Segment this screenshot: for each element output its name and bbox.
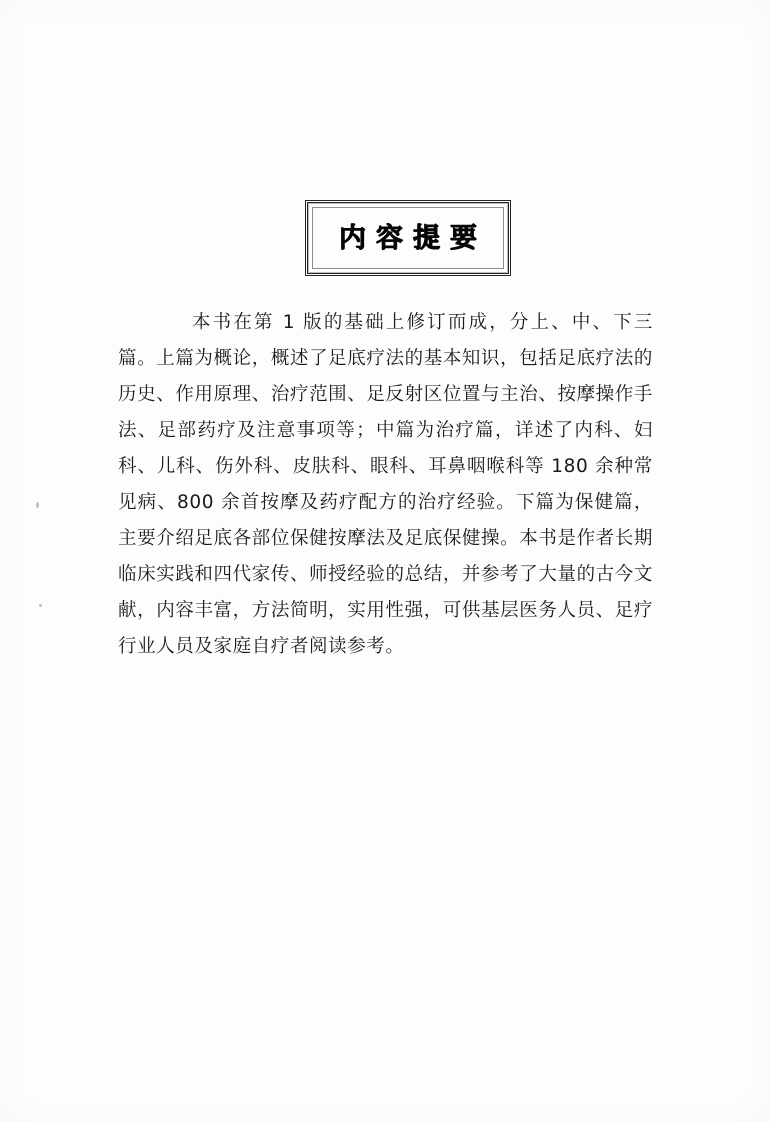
page-title: 内容提要 [339, 222, 487, 254]
abstract-paragraph: 本书在第 1 版的基础上修订而成，分上、中、下三篇。上篇为概论，概述了足底疗法的基本知识，包括足底疗法的历史、作用原理、治疗范围、足反射区位置与主治、按摩操作手法、足部药疗及注意事项等；中篇为治疗篇，详述了内科、妇科、儿科、伤外科、皮肤科、眼科、耳鼻咽喉科等 180 余种常见病、800 余首按摩及药疗配方的治疗经验。下篇为保健篇，主要介绍足底各部位保健按摩法及足底保健操。本书是作者长期临床实践和四代家传、师授经验的总结，并参考了大量的古今文献，内容丰富，方法简明，实用性强，可供基层医务人员、足疗行业人员及家庭自疗者阅读参考。 [118, 312, 653, 657]
scan-speck [36, 502, 39, 508]
scan-speck [39, 604, 42, 607]
section-heading-box [305, 200, 511, 276]
